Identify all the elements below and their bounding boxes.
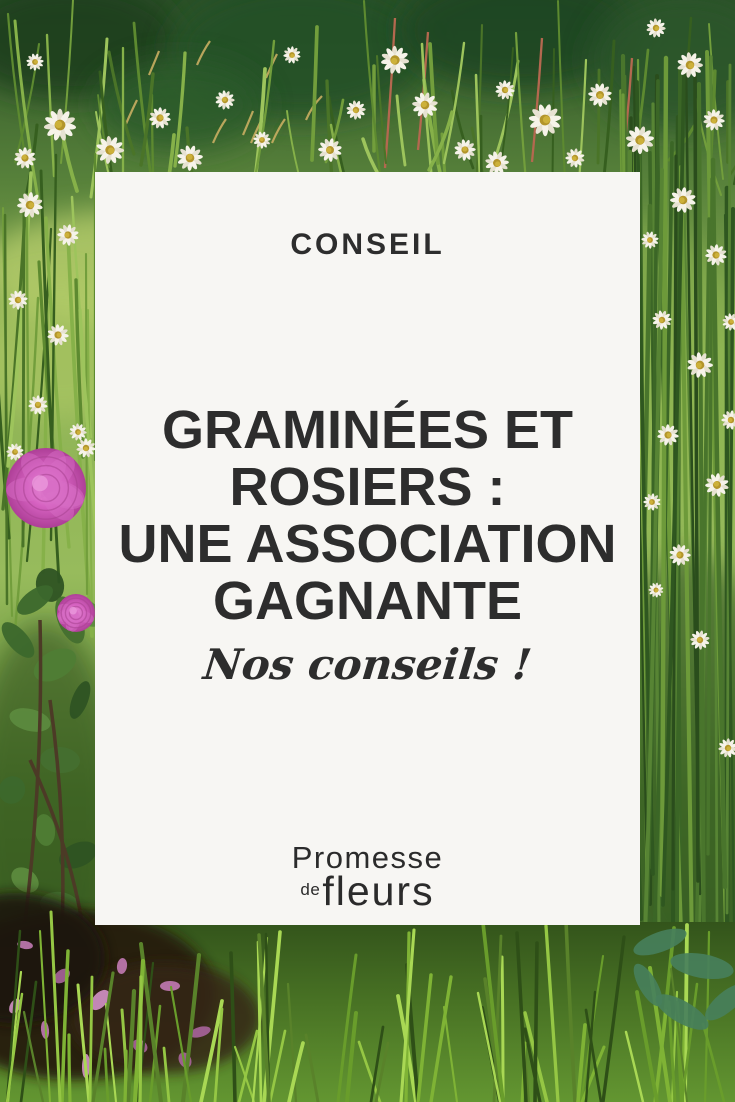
title-line: GAGNANTE [213, 571, 522, 631]
logo-word-promesse: Promesse [291, 840, 444, 875]
title-line: ROSIERS : [229, 457, 506, 517]
title-line: UNE ASSOCIATION [118, 514, 617, 574]
article-title [95, 402, 640, 630]
category-label: CONSEIL [290, 228, 445, 261]
title-line: GRAMINÉES ET [161, 400, 574, 460]
logo-second-line [300, 868, 435, 914]
logo-word-fleurs: fleurs [322, 868, 435, 914]
handwritten-subtitle: Nos conseils ! [201, 640, 534, 689]
logo-word-de: de [300, 880, 321, 899]
content-card [95, 172, 640, 925]
brand-logo [95, 842, 640, 912]
